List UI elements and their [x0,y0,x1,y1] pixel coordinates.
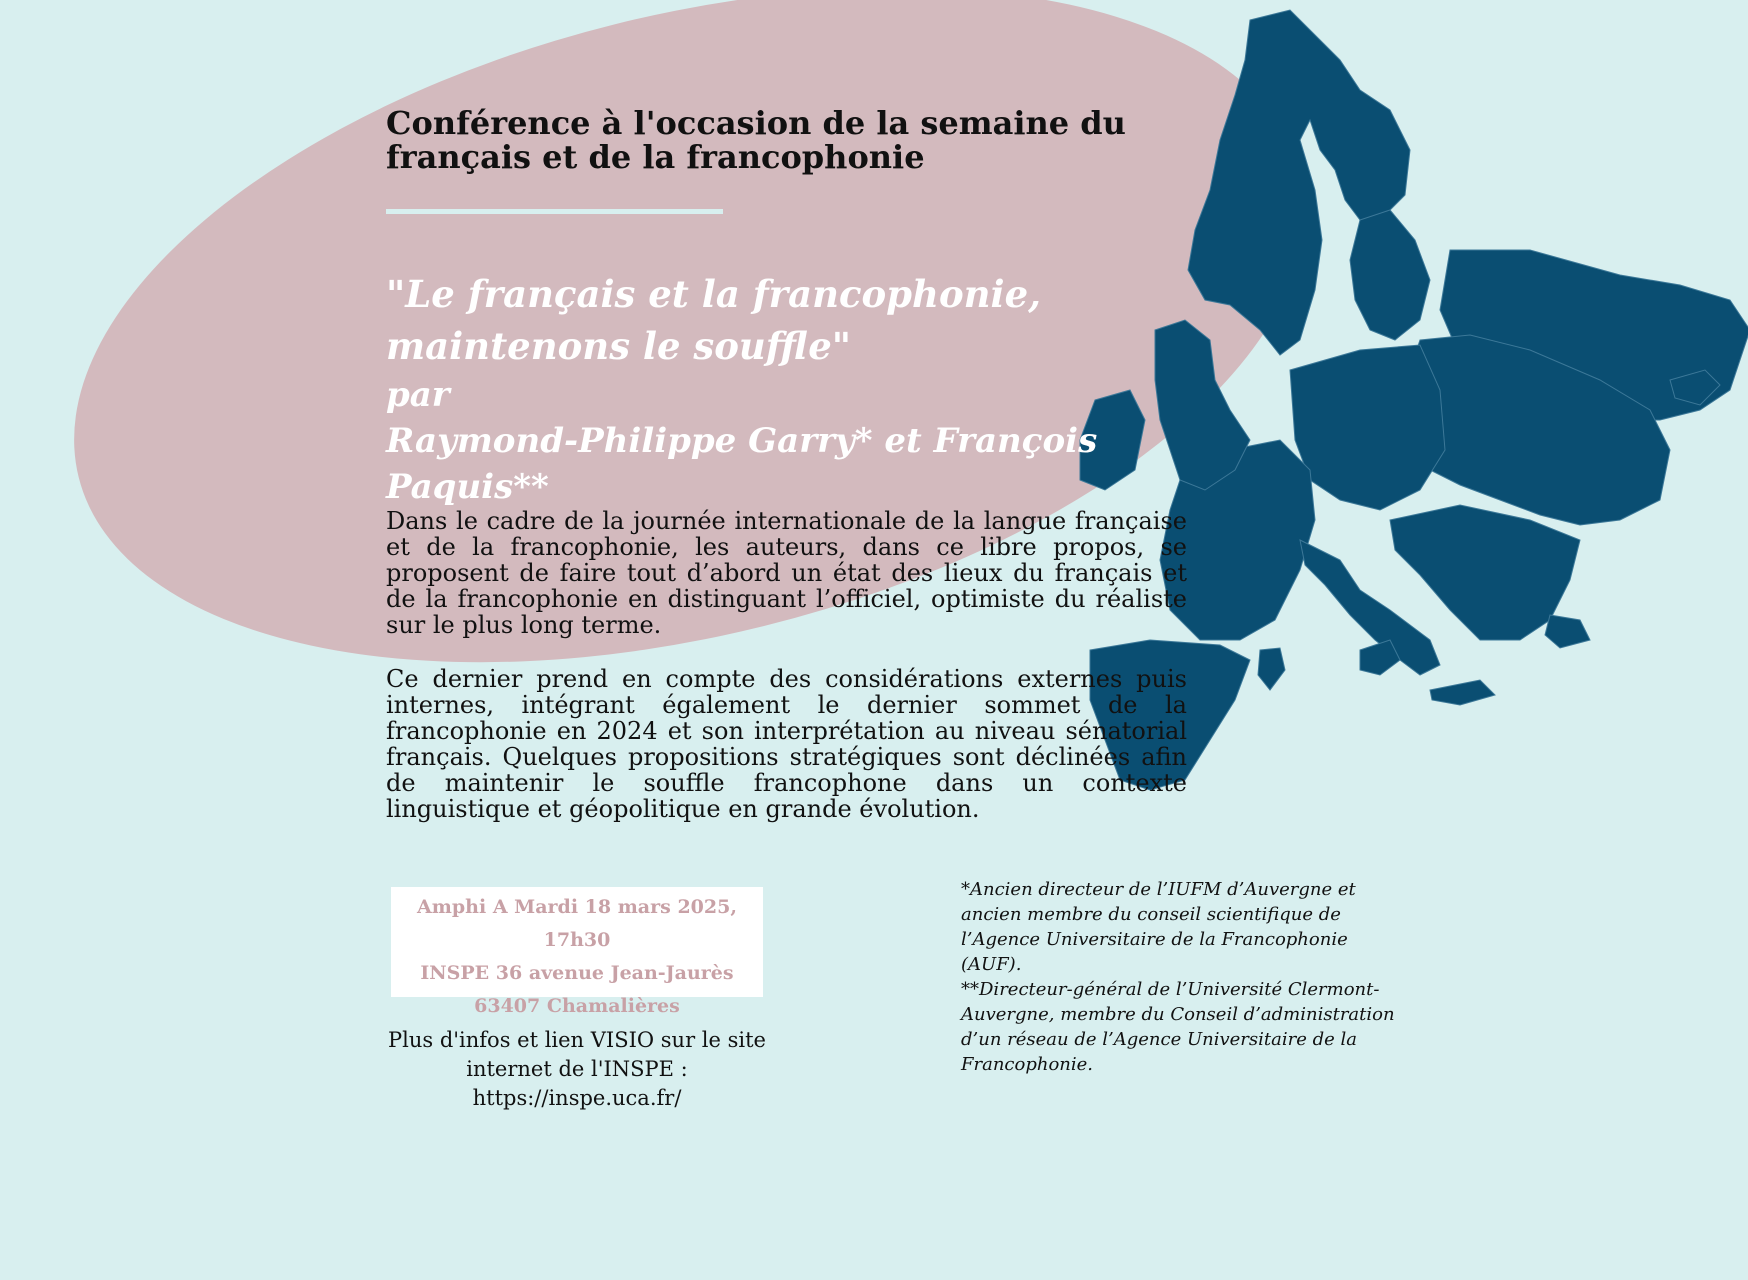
more-info-line-2: internet de l'INSPE : [466,1057,688,1081]
talk-par: par [386,375,450,415]
description-paragraph-1: Dans le cadre de la journée internationale de la langue française et de la francophonie, les auteurs, dans ce libre propos, se proposent de faire tout d’abord un état des lieux du français et de la francophonie en distinguant l’officiel, optimiste du réaliste sur le plus long terme. [386,507,1187,639]
talk-authors: Raymond-Philippe Garry* et François Paquis** [386,421,1098,507]
more-info [386,1026,768,1113]
inspe-link[interactable]: https://inspe.uca.fr/ [472,1086,682,1110]
talk-subtitle [386,268,1186,510]
talk-quote: "Le français et la francophonie, maintenons le souffle" [386,272,1042,368]
venue-line-3: 63407 Chamalières [474,995,680,1017]
venue-box [391,887,763,1017]
more-info-line-1: Plus d'infos et lien VISIO sur le site [388,1028,766,1052]
footnote-1: *Ancien directeur de l’IUFM d’Auvergne et ancien membre du conseil scientifique de l’Agence Universitaire de la Francophonie (AUF). [961,879,1356,975]
venue-line-1: Amphi A Mardi 18 mars 2025, 17h30 [417,896,737,951]
description-paragraph-2: Ce dernier prend en compte des considérations externes puis internes, intégrant également le dernier sommet de la francophonie en 2024 et son interprétation au niveau sénatorial français. Quelques propositions stratégiques sont déclinées afin de maintenir le souffle francophone dans un contexte linguistique et géopolitique en grande évolution. [386,665,1187,823]
footnote-2: **Directeur-général de l’Université Clermont-Auvergne, membre du Conseil d’administration d’un réseau de l’Agence Universitaire de la Francophonie. [961,979,1395,1075]
conference-title: Conférence à l'occasion de la semaine du français et de la francophonie [386,104,1126,176]
title-divider [386,209,723,214]
venue-line-2: INSPE 36 avenue Jean-Jaurès [420,962,734,984]
footnotes [961,877,1401,1077]
